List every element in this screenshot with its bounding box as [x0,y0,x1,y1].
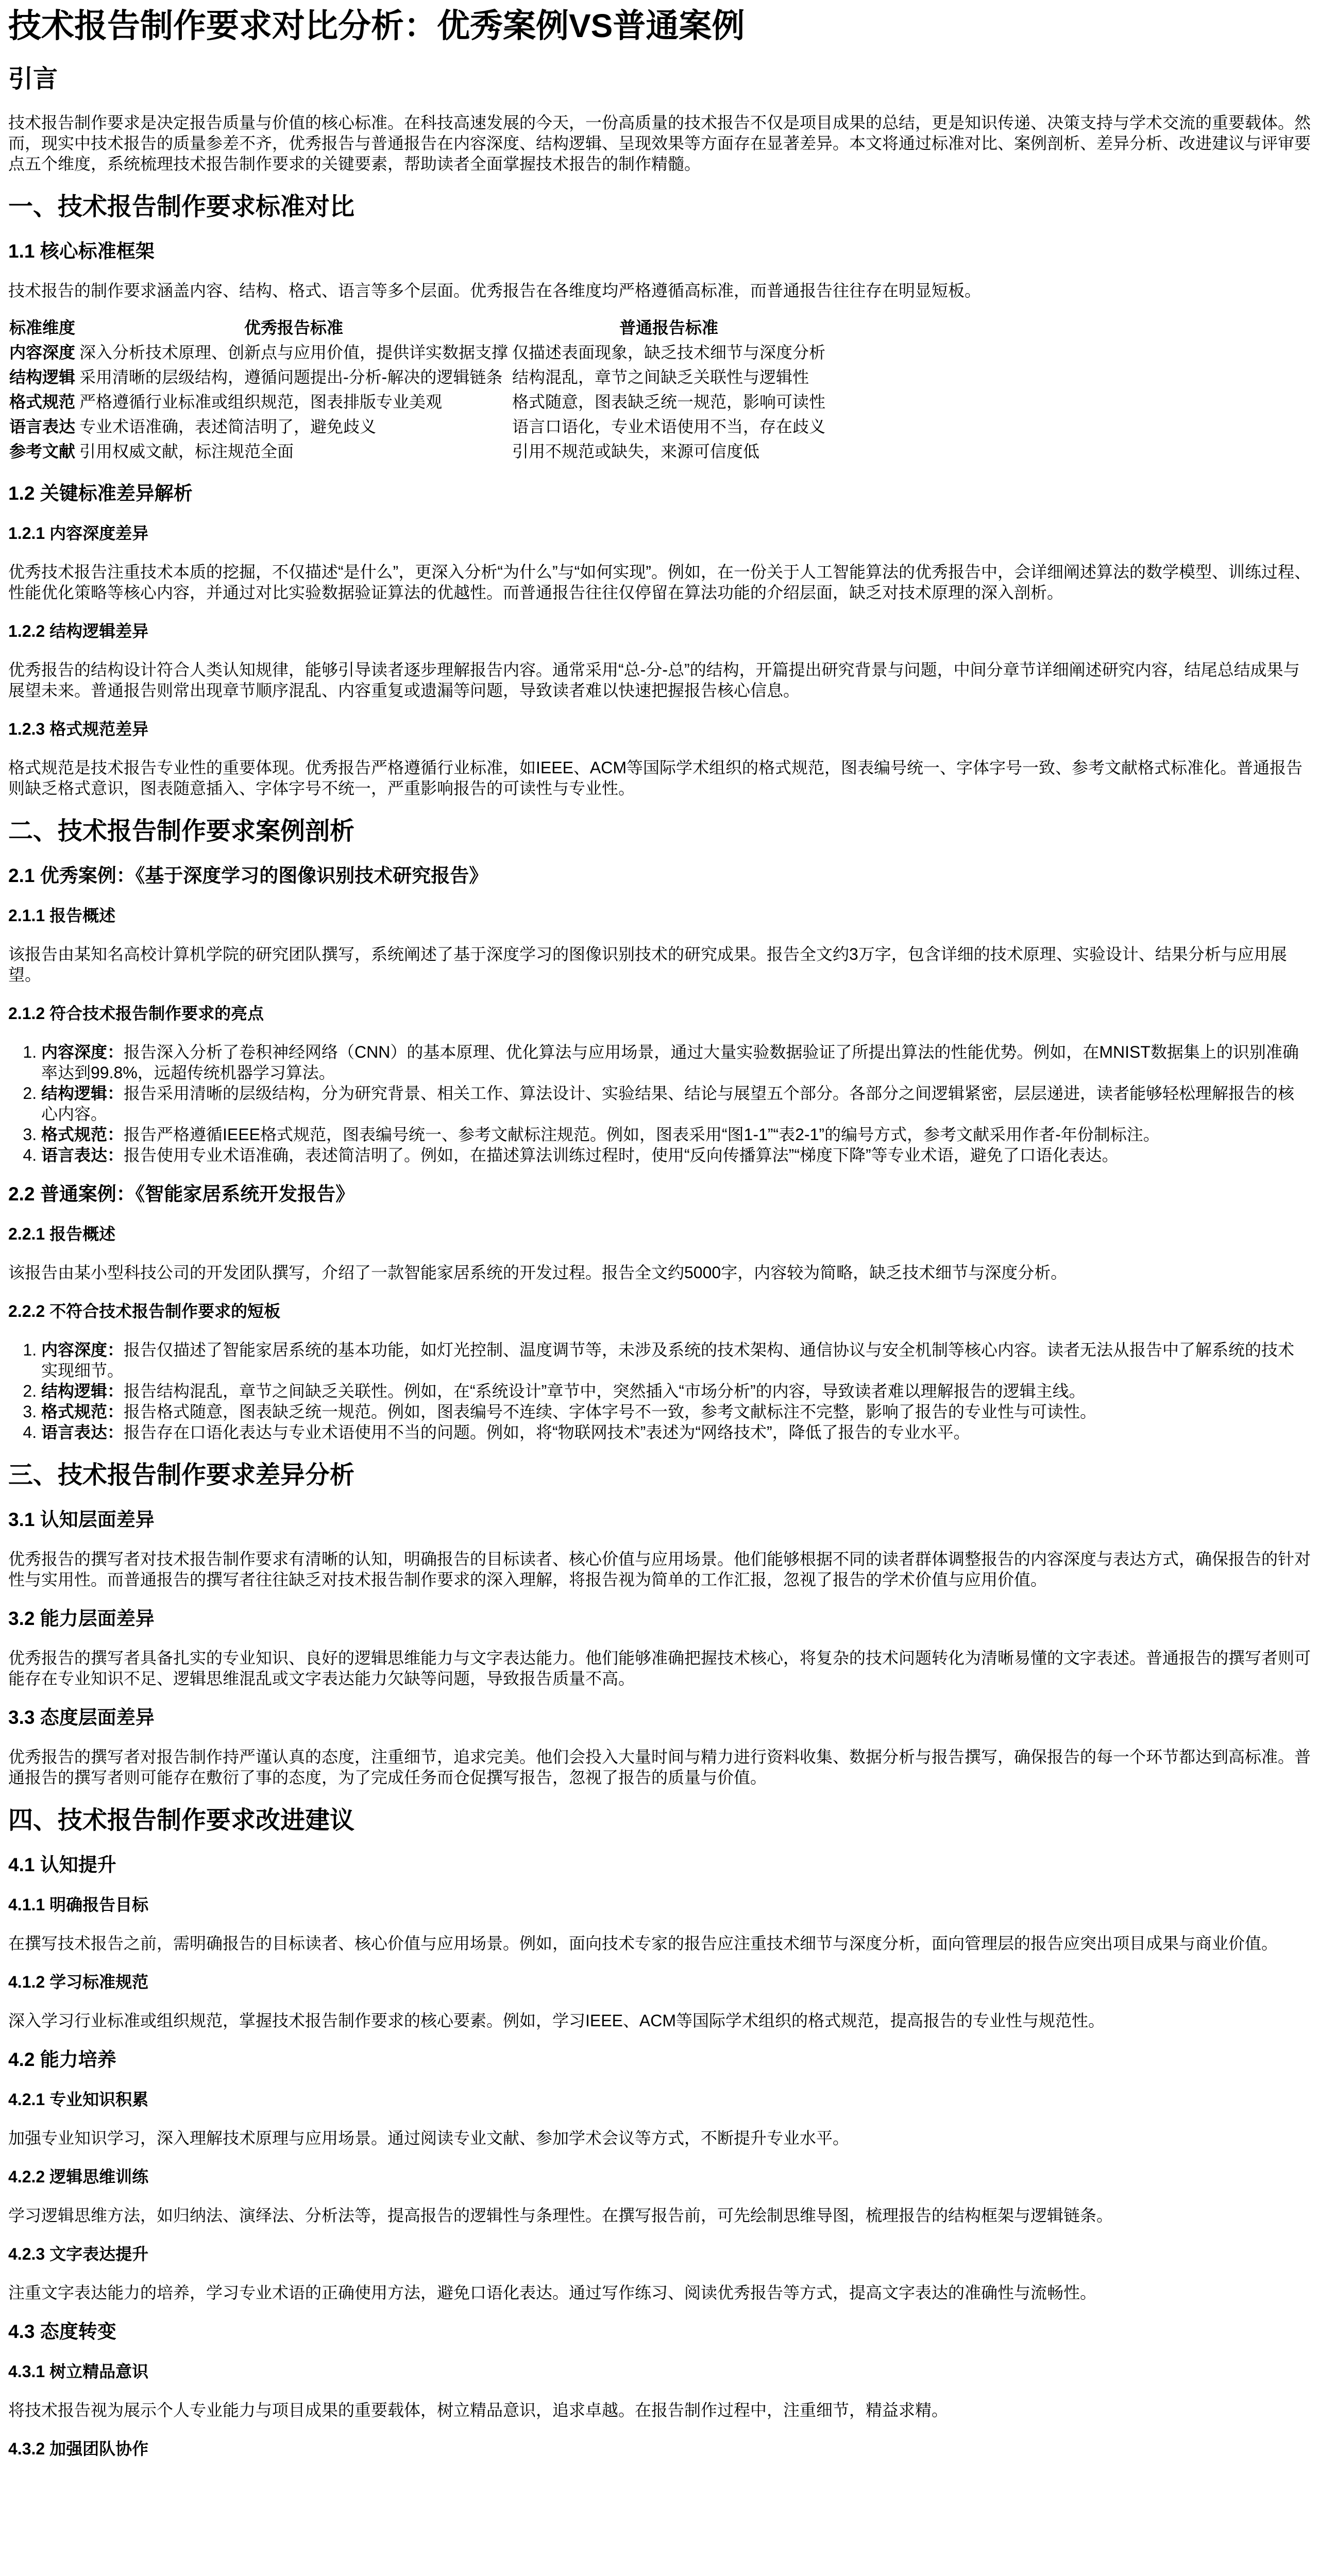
paragraph: 深入学习行业标准或组织规范，掌握技术报告制作要求的核心要素。例如，学习IEEE、ACM等国际学术组织的格式规范，提高报告的专业性与规范性。 [8,2011,1105,2030]
ordinary-standard-cell: 语言口语化，专业术语使用不当，存在歧义 [512,417,826,436]
list-item-label: 语言表达： [41,1146,124,1164]
list-item-label: 结构逻辑： [41,1382,124,1400]
paragraph: 该报告由某小型科技公司的开发团队撰写，介绍了一款智能家居系统的开发过程。报告全文约5000字，内容较为简略，缺乏技术细节与深度分析。 [8,1263,1068,1282]
paragraph: 优秀报告的撰写者对报告制作持严谨认真的态度，注重细节，追求完美。他们会投入大量时间与精力进行资料收集、数据分析与报告撰写，确保报告的每一个环节都达到高标准。普通报告的撰写者则可能存在敷衍了事的态度，为了完成任务而仓促撰写报告，忽视了报告的质量与价值。 [8,1748,1311,1787]
paragraph: 优秀报告的撰写者对技术报告制作要求有清晰的认知，明确报告的目标读者、核心价值与应用场景。他们能够根据不同的读者群体调整报告的内容深度与表达方式，确保报告的针对性与实用性。而普通报告的撰写者往往缺乏对技术报告制作要求的深入理解，将报告视为简单的工作汇报，忽视了报告的学术价值与应用价值。 [8,1550,1311,1589]
table-row [8,341,826,364]
section-heading: 引言 [8,65,58,93]
section-heading: 四、技术报告制作要求改进建议 [8,1807,355,1834]
section-heading: 一、技术报告制作要求标准对比 [8,193,355,221]
paragraph: 优秀报告的结构设计符合人类认知规律，能够引导读者逐步理解报告内容。通常采用“总-分-总”的结构，开篇提出研究背景与问题，中间分章节详细阐述研究内容，结尾总结成果与展望未来。普通报告则常出现章节顺序混乱、内容重复或遗漏等问题，导致读者难以快速把握报告核心信息。 [8,660,1300,700]
subsection-heading: 1.2 关键标准差异解析 [8,483,193,504]
paragraph: 加强专业知识学习，深入理解技术原理与应用场景。通过阅读专业文献、参加学术会议等方式，不断提升专业水平。 [8,2129,850,2147]
table-row [8,366,826,388]
subsection-heading: 3.3 态度层面差异 [8,1707,155,1728]
page-title: 技术报告制作要求对比分析：优秀案例VS普通案例 [8,7,745,44]
list-item-text: 报告深入分析了卷积神经网络（CNN）的基本原理、优化算法与应用场景，通过大量实验数据验证了所提出算法的性能优势。例如，在MNIST数据集上的识别准确率达到99.8%，远超传统机器学习算法。 [41,1043,1299,1082]
subsubsection-heading: 4.1.2 学习标准规范 [8,1973,149,1991]
paragraph: 技术报告的制作要求涵盖内容、结构、格式、语言等多个层面。优秀报告在各维度均严格遵循高标准，而普通报告往往存在明显短板。 [8,281,982,300]
standards-comparison-table [6,314,828,465]
dimension-cell: 格式规范 [9,393,76,411]
paragraph: 优秀技术报告注重技术本质的挖掘，不仅描述“是什么”，更深入分析“为什么”与“如何实现”。例如，在一份关于人工智能算法的优秀报告中，会详细阐述算法的数学模型、训练过程、性能优化策略等核心内容，并通过对比实验数据验证算法的优越性。而普通报告往往仅停留在算法功能的介绍层面，缺乏对技术原理的深入剖析。 [8,563,1311,602]
list-item-label: 内容深度： [41,1341,124,1359]
excellent-standard-cell: 采用清晰的层级结构，遵循问题提出-分析-解决的逻辑链条 [79,368,503,386]
column-header: 优秀报告标准 [244,318,344,337]
ordinary-standard-cell: 格式随意，图表缺乏统一规范，影响可读性 [512,393,826,411]
subsubsection-heading: 2.2.1 报告概述 [8,1225,116,1243]
section-heading: 三、技术报告制作要求差异分析 [8,1462,355,1489]
column-header: 标准维度 [9,318,76,337]
paragraph: 注重文字表达能力的培养，学习专业术语的正确使用方法，避免口语化表达。通过写作练习、阅读优秀报告等方式，提高文字表达的准确性与流畅性。 [8,2283,1097,2302]
excellent-standard-cell: 深入分析技术原理、创新点与应用价值，提供详实数据支撑 [79,343,509,362]
subsection-heading: 3.2 能力层面差异 [8,1608,155,1629]
list-item [41,1422,1311,1443]
ordinary-standard-cell: 引用不规范或缺失，来源可信度低 [512,442,760,461]
subsubsection-heading: 4.2.3 文字表达提升 [8,2245,149,2263]
list-item-text: 报告使用专业术语准确，表述简洁明了。例如，在描述算法训练过程时，使用“反向传播算法”“梯度下降”等专业术语，避免了口语化表达。 [124,1146,1119,1164]
subsubsection-heading: 1.2.2 结构逻辑差异 [8,622,149,640]
list-item-text: 报告采用清晰的层级结构，分为研究背景、相关工作、算法设计、实验结果、结论与展望五个部分。各部分之间逻辑紧密，层层递进，读者能够轻松理解报告的核心内容。 [41,1084,1295,1123]
dimension-cell: 结构逻辑 [9,368,76,386]
list-item-label: 内容深度： [41,1043,124,1061]
list-item-text: 报告仅描述了智能家居系统的基本功能，如灯光控制、温度调节等，未涉及系统的技术架构、通信协议与安全机制等核心内容。读者无法从报告中了解系统的技术实现细节。 [41,1341,1295,1380]
paragraph: 优秀报告的撰写者具备扎实的专业知识、良好的逻辑思维能力与文字表达能力。他们能够准确把握技术核心，将复杂的技术问题转化为清晰易懂的文字表述。普通报告的撰写者则可能存在专业知识不足、逻辑思维混乱或文字表达能力欠缺等问题，导致报告质量不高。 [8,1649,1311,1688]
ordinary-standard-cell: 仅描述表面现象，缺乏技术细节与深度分析 [512,343,826,362]
paragraph: 格式规范是技术报告专业性的重要体现。优秀报告严格遵循行业标准，如IEEE、ACM等国际学术组织的格式规范，图表编号统一、字体字号一致、参考文献格式标准化。普通报告则缺乏格式意识，图表随意插入、字体字号不统一，严重影响报告的可读性与专业性。 [8,758,1303,798]
subsubsection-heading: 4.2.2 逻辑思维训练 [8,2167,149,2186]
column-header: 普通报告标准 [619,318,719,337]
table-row [8,391,826,413]
subsection-heading: 3.1 认知层面差异 [8,1509,155,1530]
subsubsection-heading: 1.2.1 内容深度差异 [8,524,149,543]
list-item-label: 语言表达： [41,1423,124,1442]
subsubsection-heading: 4.2.1 专业知识积累 [8,2090,149,2109]
ordinary-standard-cell: 结构混乱，章节之间缺乏关联性与逻辑性 [512,368,809,386]
dimension-cell: 语言表达 [9,417,76,436]
subsubsection-heading: 2.1.2 符合技术报告制作要求的亮点 [8,1004,264,1023]
dimension-cell: 内容深度 [9,343,76,362]
subsection-heading: 4.2 能力培养 [8,2049,116,2070]
paragraph: 技术报告制作要求是决定报告质量与价值的核心标准。在科技高速发展的今天，一份高质量的技术报告不仅是项目成果的总结，更是知识传递、决策支持与学术交流的重要载体。然而，现实中技术报告的质量参差不齐，优秀报告与普通报告在内容深度、结构逻辑、呈现效果等方面存在显著差异。本文将通过标准对比、案例剖析、差异分析、改进建议与评审要点五个维度，系统梳理技术报告制作要求的关键要素，帮助读者全面掌握技术报告的制作精髓。 [8,113,1311,173]
excellent-standard-cell: 严格遵循行业标准或组织规范，图表排版专业美观 [79,393,443,411]
table-row [8,415,826,438]
list-item-text: 报告格式随意，图表缺乏统一规范。例如，图表编号不连续、字体字号不一致，参考文献标注不完整，影响了报告的专业性与可读性。 [124,1402,1097,1421]
paragraph: 学习逻辑思维方法，如归纳法、演绎法、分析法等，提高报告的逻辑性与条理性。在撰写报告前，可先绘制思维导图，梳理报告的结构框架与逻辑链条。 [8,2206,1113,2225]
paragraph: 将技术报告视为展示个人专业能力与项目成果的重要载体，树立精品意识，追求卓越。在报告制作过程中，注重细节，精益求精。 [8,2401,949,2419]
subsection-heading: 4.1 认知提升 [8,1854,116,1875]
numbered-list [8,1340,1311,1443]
subsection-heading: 1.1 核心标准框架 [8,241,155,262]
excellent-standard-cell: 专业术语准确，表述简洁明了，避免歧义 [79,417,377,436]
list-item [41,1042,1311,1083]
list-item-label: 结构逻辑： [41,1084,124,1103]
dimension-cell: 参考文献 [9,442,76,461]
list-item [41,1124,1311,1145]
subsubsection-heading: 4.1.1 明确报告目标 [8,1895,149,1914]
table-header-row [8,316,826,339]
list-item [41,1145,1311,1165]
table-row [8,440,826,463]
subsubsection-heading: 1.2.3 格式规范差异 [8,720,149,738]
list-item [41,1401,1311,1422]
list-item-label: 格式规范： [41,1402,124,1421]
excellent-standard-cell: 引用权威文献，标注规范全面 [79,442,294,461]
list-item-text: 报告结构混乱，章节之间缺乏关联性。例如，在“系统设计”章节中，突然插入“市场分析”的内容，导致读者难以理解报告的逻辑主线。 [124,1382,1086,1400]
paragraph: 在撰写技术报告之前，需明确报告的目标读者、核心价值与应用场景。例如，面向技术专家的报告应注重技术细节与深度分析，面向管理层的报告应突出项目成果与商业价值。 [8,1934,1278,1953]
list-item-text: 报告存在口语化表达与专业术语使用不当的问题。例如，将“物联网技术”表述为“网络技术”，降低了报告的专业水平。 [124,1423,970,1442]
subsubsection-heading: 4.3.2 加强团队协作 [8,2439,149,2458]
paragraph: 该报告由某知名高校计算机学院的研究团队撰写，系统阐述了基于深度学习的图像识别技术的研究成果。报告全文约3万字，包含详细的技术原理、实验设计、结果分析与应用展望。 [8,945,1287,984]
subsection-heading: 2.1 优秀案例：《基于深度学习的图像识别技术研究报告》 [8,865,488,886]
section-heading: 二、技术报告制作要求案例剖析 [8,818,355,845]
list-item [41,1083,1311,1124]
list-item [41,1381,1311,1401]
list-item-label: 格式规范： [41,1125,124,1144]
subsubsection-heading: 2.2.2 不符合技术报告制作要求的短板 [8,1302,281,1320]
list-item-text: 报告严格遵循IEEE格式规范，图表编号统一、参考文献标注规范。例如，图表采用“图1-1”“表2-1”的编号方式，参考文献采用作者-年份制标注。 [124,1125,1160,1144]
numbered-list [8,1042,1311,1165]
subsubsection-heading: 2.1.1 报告概述 [8,906,116,925]
document-body [8,65,1311,2459]
list-item [41,1340,1311,1381]
subsection-heading: 4.3 态度转变 [8,2321,116,2342]
subsubsection-heading: 4.3.1 树立精品意识 [8,2362,149,2381]
subsection-heading: 2.2 普通案例：《智能家居系统开发报告》 [8,1183,355,1205]
